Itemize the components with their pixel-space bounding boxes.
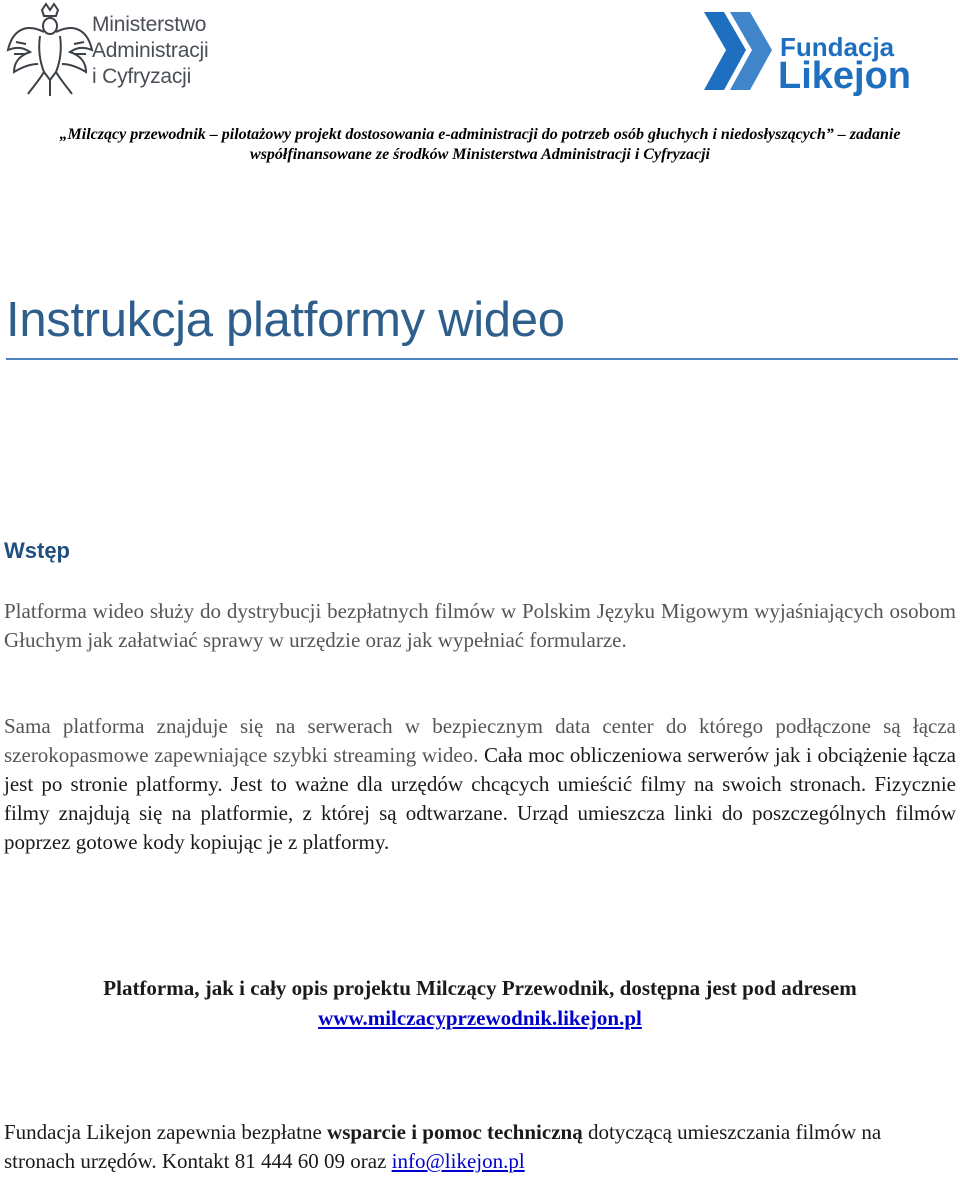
eagle-emblem-icon bbox=[4, 2, 94, 98]
platform-address-note bbox=[4, 973, 956, 1033]
platform-paragraph bbox=[4, 712, 956, 857]
ministry-name bbox=[92, 12, 208, 90]
platform-paragraph-part-2: Cała moc obliczeniowa serwerów jak i obciążenie łącza jest po stronie platformy. Jest to ważne dla urzędów chcących umieścić filmy na swoich stronach. Fizycznie filmy znajdują się na platformie, z której są odtwarzane. Urząd umieszcza linki do poszczególnych filmów poprzez gotowe kody kopiując je z platformy. bbox=[4, 743, 956, 854]
support-text-after: dotyczącą umieszczania filmów na stronach urzędów. Kontakt 81 444 60 09 oraz bbox=[4, 1120, 882, 1173]
likejon-logo-word-fundacja: Fundacja bbox=[780, 32, 895, 62]
platform-address-text: Platforma, jak i cały opis projektu Milczący Przewodnik, dostępna jest pod adresem bbox=[103, 976, 857, 1000]
project-subtitle: „Milczący przewodnik – pilotażowy projekt dostosowania e-administracji do potrzeb osób głuchych i niedosłyszących” – zadanie współfinansowane ze środków Ministerstwa Administracji i Cyfryzacji bbox=[59, 126, 901, 163]
platform-paragraph-part-1: Sama platforma znajduje się na serwerach w bezpiecznym data center do którego podłączone są łącza szerokopasmowe zapewniające szybki streaming wideo. bbox=[4, 714, 956, 767]
likejon-x-mark-icon bbox=[700, 6, 780, 100]
contact-email-link[interactable]: info@likejon.pl bbox=[391, 1149, 525, 1173]
section-heading: Wstęp bbox=[4, 538, 70, 563]
intro-paragraph: Platforma wideo służy do dystrybucji bezpłatnych filmów w Polskim Języku Migowym wyjaśniających osobom Głuchym jak załatwiać sprawy w urzędzie oraz jak wypełniać formularze. bbox=[4, 599, 956, 652]
ministry-line-3: i Cyfryzacji bbox=[92, 65, 192, 88]
support-text-bold: wsparcie i pomoc techniczną bbox=[327, 1120, 583, 1144]
likejon-logo-word-likejon: Likejon bbox=[778, 55, 912, 97]
ministry-line-2: Administracji bbox=[92, 39, 209, 62]
title-underline bbox=[6, 358, 958, 360]
support-paragraph bbox=[4, 1118, 956, 1176]
ministry-line-1: Ministerstwo bbox=[92, 13, 207, 36]
document-title: Instrukcja platformy wideo bbox=[6, 293, 565, 347]
platform-link[interactable]: www.milczacyprzewodnik.likejon.pl bbox=[318, 1006, 642, 1030]
support-text-before: Fundacja Likejon zapewnia bezpłatne bbox=[4, 1120, 328, 1144]
